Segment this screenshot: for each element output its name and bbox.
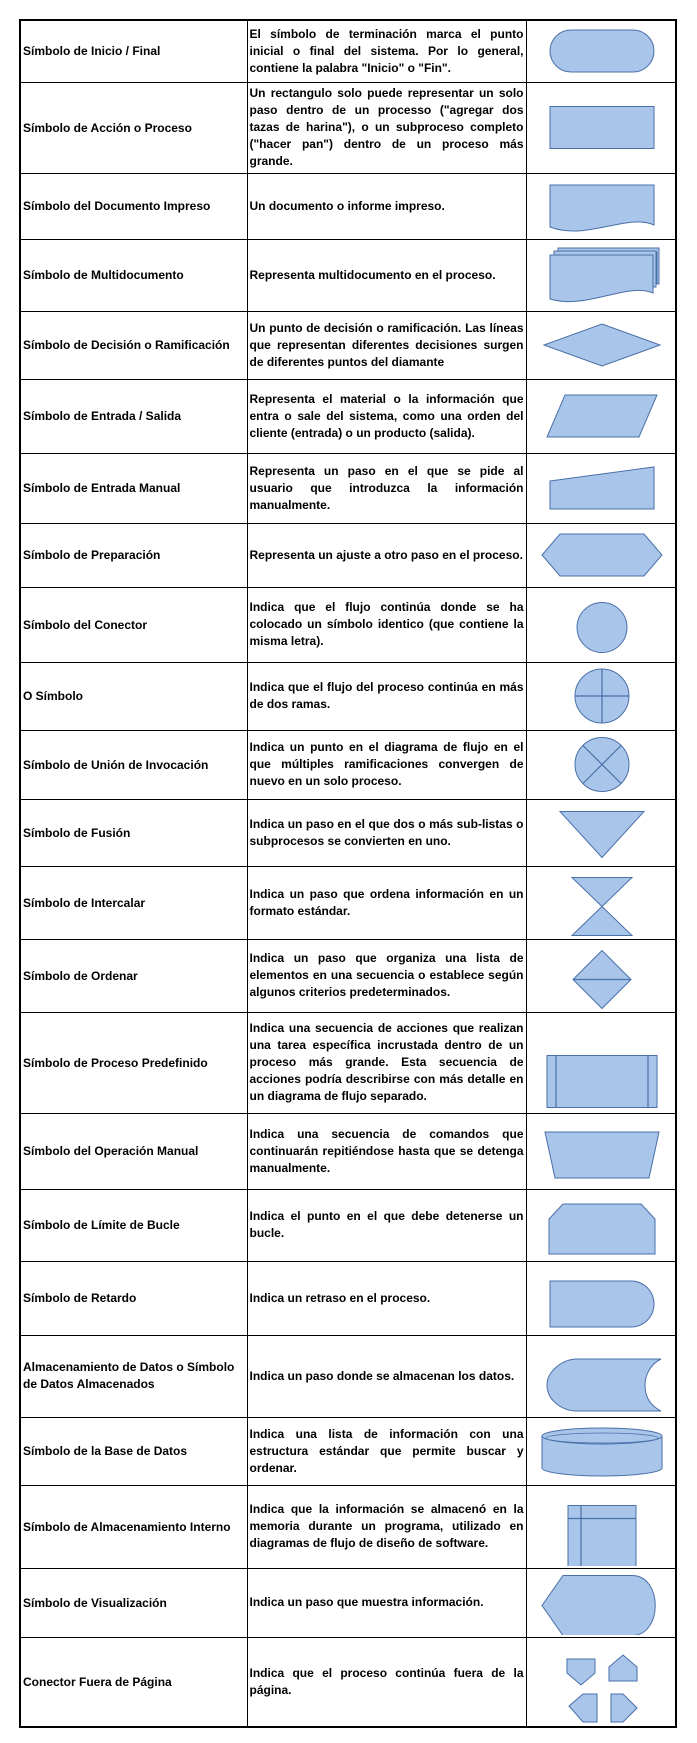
display-icon [527,1570,677,1635]
symbol-shape-cell [526,799,676,866]
input-output-icon [527,381,677,451]
symbol-description: Indica un paso donde se almacenan los datos. [247,1335,526,1417]
symbol-shape-cell [526,587,676,662]
loop-limit-icon [527,1191,677,1259]
symbol-description: Indica un retraso en el proceso. [247,1261,526,1335]
symbol-shape-cell [526,1012,676,1113]
symbol-description: El símbolo de terminación marca el punto inicial o final del sistema. Por lo general, contiene la palabra "Inicio" o "Fin". [247,20,526,82]
table-row [20,939,676,1012]
summing-junction-icon [527,732,677,797]
manual-input-icon [527,455,677,521]
database-icon [527,1419,677,1483]
symbol-description: Un punto de decisión o ramificación. Las líneas que representan diferentes decisiones surgen de diferentes puntos del diamante [247,311,526,379]
symbol-name: Símbolo de Preparación [20,523,247,587]
flowchart-symbols-table [19,19,677,1728]
symbol-shape-cell [526,453,676,523]
symbol-name: Símbolo de Entrada Manual [20,453,247,523]
symbol-shape-cell [526,82,676,173]
symbol-shape-cell [526,173,676,239]
table-row [20,311,676,379]
symbol-description: Indica un paso que ordena información en un formato estándar. [247,866,526,939]
symbol-name: Símbolo de Multidocumento [20,239,247,311]
table-row [20,799,676,866]
table-row [20,1113,676,1189]
symbol-shape-cell [526,1335,676,1417]
symbol-name: Símbolo de Acción o Proceso [20,82,247,173]
symbol-name: Símbolo de Proceso Predefinido [20,1012,247,1113]
symbol-shape-cell [526,523,676,587]
symbol-description: Un documento o informe impreso. [247,173,526,239]
symbol-description: Indica un paso que organiza una lista de elementos en una secuencia o establece según algunos criterios predeterminados. [247,939,526,1012]
predefined-process-icon [527,1014,677,1111]
table-row [20,1417,676,1485]
document-icon [527,175,677,237]
table-row [20,239,676,311]
symbol-name: Símbolo de Ordenar [20,939,247,1012]
symbol-name: Símbolo del Operación Manual [20,1113,247,1189]
symbol-description: Indica que el flujo del proceso continúa en más de dos ramas. [247,662,526,730]
connector-icon [527,589,677,660]
symbol-description: Indica que el flujo continúa donde se ha colocado un símbolo identico (que contiene la misma letra). [247,587,526,662]
table-row [20,1261,676,1335]
symbol-description: Indica un paso que muestra información. [247,1568,526,1637]
symbol-description: Representa multidocumento en el proceso. [247,239,526,311]
table-row [20,866,676,939]
symbol-name: Símbolo de la Base de Datos [20,1417,247,1485]
decision-icon [527,313,677,377]
symbol-shape-cell [526,866,676,939]
preparation-icon [527,525,677,585]
symbol-name: Símbolo de Decisión o Ramificación [20,311,247,379]
symbol-shape-cell [526,1637,676,1727]
table-row [20,1568,676,1637]
process-icon [527,84,677,171]
symbol-shape-cell [526,1189,676,1261]
symbol-description: Indica que el proceso continúa fuera de la página. [247,1637,526,1727]
symbol-name: Símbolo del Documento Impreso [20,173,247,239]
symbol-description: Indica un punto en el diagrama de flujo en el que múltiples ramificaciones convergen de nuevo en un solo proceso. [247,730,526,799]
symbol-description: Indica el punto en el que debe detenerse un bucle. [247,1189,526,1261]
symbol-shape-cell [526,1417,676,1485]
symbol-shape-cell [526,730,676,799]
symbol-name: Conector Fuera de Página [20,1637,247,1727]
symbol-name: Símbolo de Retardo [20,1261,247,1335]
sort-icon [527,941,677,1010]
symbol-name: Almacenamiento de Datos o Símbolo de Datos Almacenados [20,1335,247,1417]
internal-storage-icon [527,1487,677,1566]
symbol-description: Indica una lista de información con una estructura estándar que permite buscar y ordenar. [247,1417,526,1485]
table-row [20,662,676,730]
symbol-description: Indica que la información se almacenó en la memoria durante un programa, utilizado en diagramas de flujo de diseño de software. [247,1485,526,1568]
symbol-shape-cell [526,311,676,379]
symbol-name: Símbolo de Intercalar [20,866,247,939]
table-row [20,1485,676,1568]
table-row [20,1637,676,1727]
stored-data-icon [527,1337,677,1415]
table-row [20,1189,676,1261]
or-icon [527,664,677,728]
terminator-icon [527,21,677,81]
table-row [20,82,676,173]
symbol-name: Símbolo de Fusión [20,799,247,866]
table-row [20,1335,676,1417]
table-row [20,587,676,662]
table-row [20,173,676,239]
table-row [20,20,676,82]
table-row [20,379,676,453]
collate-icon [527,868,677,937]
symbol-shape-cell [526,1261,676,1335]
symbol-description: Representa el material o la información que entra o sale del sistema, como una orden del cliente (entrada) o un producto (salida). [247,379,526,453]
symbol-description: Representa un paso en el que se pide al usuario que introduzca la información manualmente. [247,453,526,523]
merge-icon [527,801,677,864]
table-row [20,1012,676,1113]
symbol-shape-cell [526,1485,676,1568]
symbol-shape-cell [526,239,676,311]
symbol-description: Indica una secuencia de comandos que continuarán repitiéndose hasta que se detenga manualmente. [247,1113,526,1189]
symbol-name: Símbolo de Inicio / Final [20,20,247,82]
symbol-name: Símbolo de Límite de Bucle [20,1189,247,1261]
symbol-description: Indica un paso en el que dos o más sub-listas o subprocesos se convierten en uno. [247,799,526,866]
off-page-connector-icon [527,1639,677,1725]
symbol-description: Indica una secuencia de acciones que realizan una tarea específica incrustada dentro de un proceso más grande. Esta secuencia de acciones podría describirse con más detalle en un diagrama de flujo separado. [247,1012,526,1113]
delay-icon [527,1263,677,1333]
symbol-name: Símbolo de Almacenamiento Interno [20,1485,247,1568]
table-row [20,523,676,587]
symbol-shape-cell [526,20,676,82]
manual-operation-icon [527,1115,677,1187]
symbol-name: Símbolo de Visualización [20,1568,247,1637]
symbol-shape-cell [526,662,676,730]
symbol-name: O Símbolo [20,662,247,730]
symbol-shape-cell [526,1568,676,1637]
table-row [20,453,676,523]
symbol-description: Un rectangulo solo puede representar un solo paso dentro de un processo ("agregar dos tazas de harina"), o un subproceso completo ("hacer pan") dentro de un proceso más grande. [247,82,526,173]
symbol-name: Símbolo del Conector [20,587,247,662]
symbol-description: Representa un ajuste a otro paso en el proceso. [247,523,526,587]
symbol-shape-cell [526,379,676,453]
symbol-name: Símbolo de Entrada / Salida [20,379,247,453]
symbol-shape-cell [526,939,676,1012]
table-row [20,730,676,799]
symbol-shape-cell [526,1113,676,1189]
multidocument-icon [527,241,677,309]
symbol-name: Símbolo de Unión de Invocación [20,730,247,799]
